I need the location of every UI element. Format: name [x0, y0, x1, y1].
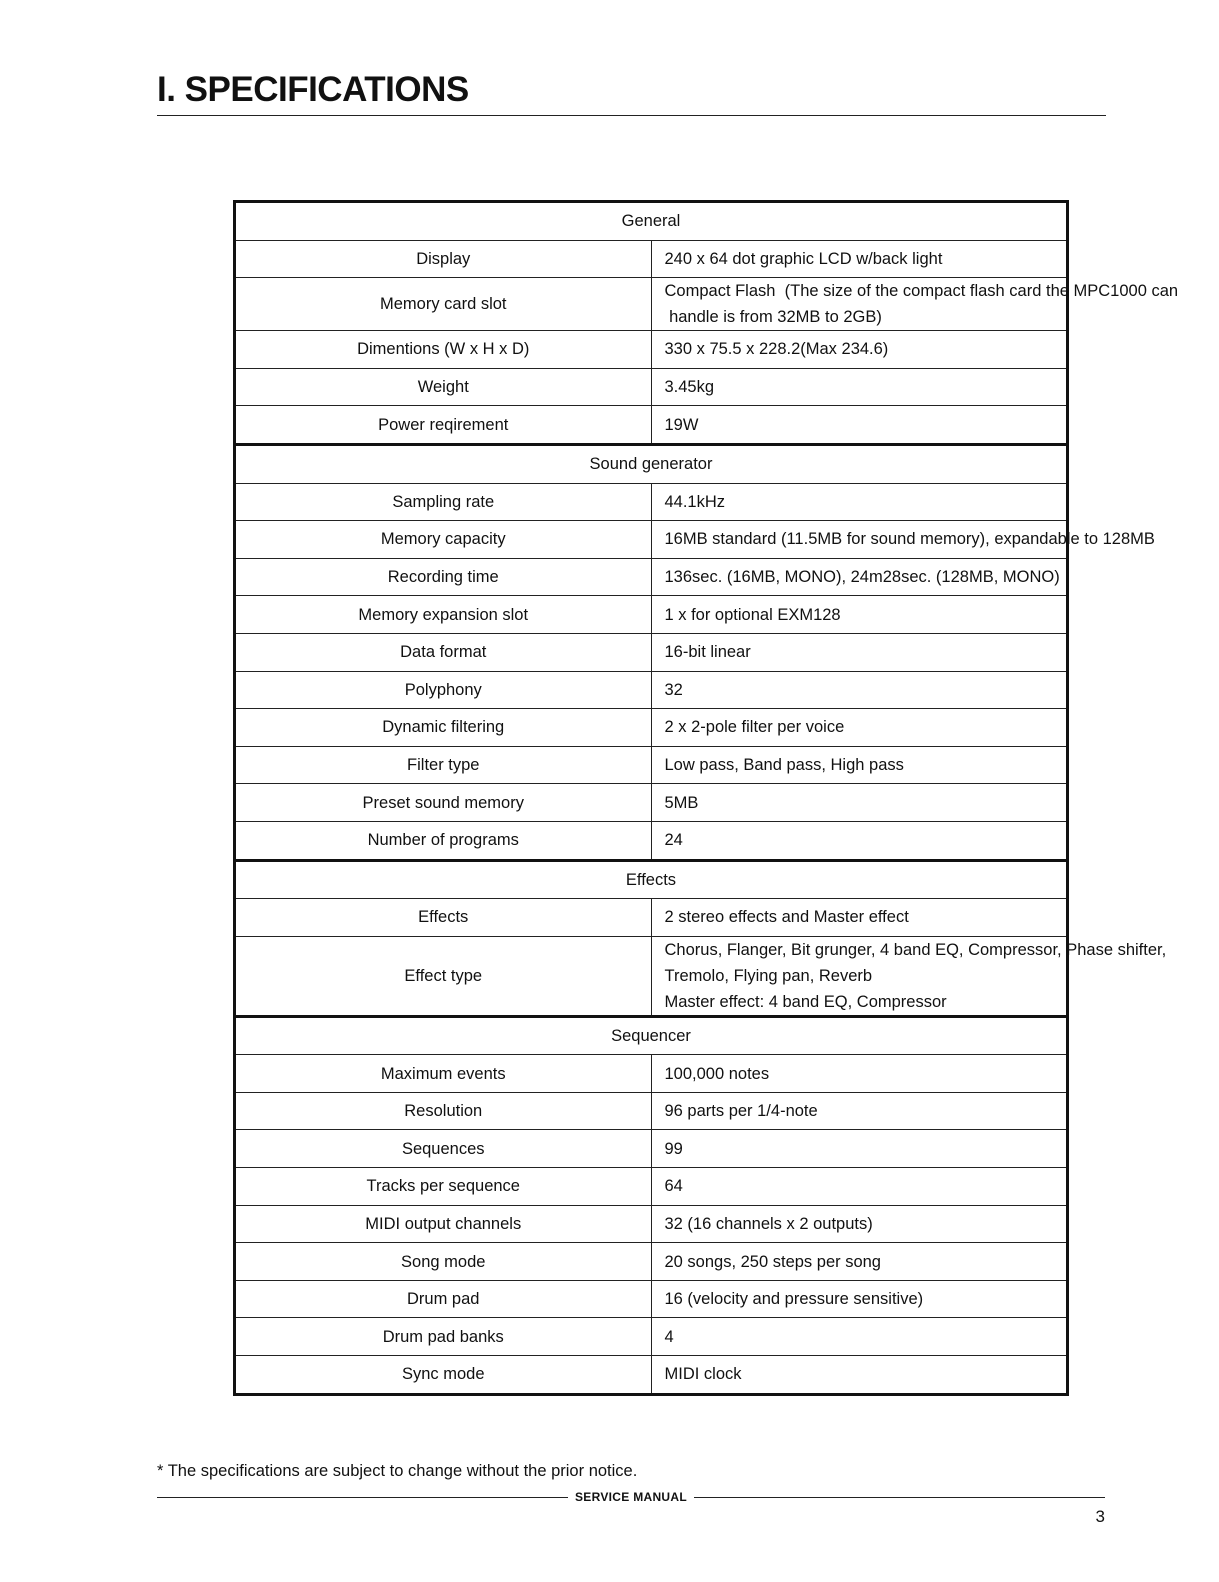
spec-label: Sequences	[235, 1130, 652, 1168]
spec-value-line: 4	[664, 1327, 674, 1346]
spec-label: Display	[235, 240, 652, 278]
spec-value-line: 240 x 64 dot graphic LCD w/back light	[664, 249, 943, 268]
spec-row	[235, 240, 1068, 278]
spec-row	[235, 1168, 1068, 1206]
spec-row	[235, 596, 1068, 634]
spec-row	[235, 821, 1068, 860]
spec-value-line: 136sec. (16MB, MONO), 24m28sec. (128MB, MONO)	[664, 568, 1060, 587]
spec-label: Tracks per sequence	[235, 1168, 652, 1206]
spec-row	[235, 406, 1068, 445]
spec-value	[651, 558, 1068, 596]
spec-value	[651, 1092, 1068, 1130]
spec-row	[235, 558, 1068, 596]
spec-value-line: 5MB	[664, 793, 699, 812]
spec-value-line: 99	[664, 1139, 683, 1158]
spec-value-line: 3.45kg	[664, 378, 715, 397]
spec-value-line: MIDI clock	[664, 1365, 742, 1384]
spec-row	[235, 746, 1068, 784]
spec-label: Dimentions (W x H x D)	[235, 331, 652, 369]
spec-value	[651, 821, 1068, 860]
spec-value	[651, 936, 1167, 1016]
spec-label: Memory expansion slot	[235, 596, 652, 634]
spec-value	[651, 596, 1068, 634]
footer-divider-left	[157, 1497, 568, 1498]
spec-value	[651, 331, 1068, 369]
spec-value	[651, 1243, 1068, 1281]
spec-value	[651, 278, 1179, 331]
spec-value	[651, 521, 1155, 559]
spec-value-line: Chorus, Flanger, Bit grunger, 4 band EQ, Compressor, Phase shifter,	[664, 940, 1167, 959]
spec-value-line: Tremolo, Flying pan, Reverb	[664, 966, 873, 985]
spec-label: Effects	[235, 899, 652, 937]
spec-value-line: 1 x for optional EXM128	[664, 605, 841, 624]
spec-label: MIDI output channels	[235, 1205, 652, 1243]
section-title: General	[235, 202, 1068, 241]
spec-value	[651, 1168, 1068, 1206]
spec-value-line: handle is from 32MB to 2GB)	[664, 308, 882, 327]
spec-value-line: 44.1kHz	[664, 492, 726, 511]
spec-row	[235, 633, 1068, 671]
spec-row	[235, 483, 1068, 521]
spec-label: Weight	[235, 368, 652, 406]
spec-label: Song mode	[235, 1243, 652, 1281]
spec-row	[235, 1055, 1068, 1093]
spec-value-line: 96 parts per 1/4-note	[664, 1102, 818, 1121]
spec-row	[235, 1318, 1068, 1356]
spec-label: Preset sound memory	[235, 784, 652, 822]
spec-value	[651, 671, 1068, 709]
section-header-row	[235, 444, 1068, 483]
spec-value	[651, 899, 1068, 937]
spec-value	[651, 240, 1068, 278]
spec-row	[235, 1243, 1068, 1281]
spec-label: Number of programs	[235, 821, 652, 860]
spec-row	[235, 1205, 1068, 1243]
spec-value-line: 24	[664, 831, 683, 850]
spec-label: Maximum events	[235, 1055, 652, 1093]
section-title: Sound generator	[235, 444, 1068, 483]
spec-value-line: Master effect: 4 band EQ, Compressor	[664, 992, 947, 1011]
spec-row	[235, 521, 1068, 559]
section-header-row	[235, 860, 1068, 899]
spec-value-line: Compact Flash (The size of the compact flash card the MPC1000 can	[664, 282, 1179, 301]
spec-row	[235, 899, 1068, 937]
spec-label: Power reqirement	[235, 406, 652, 445]
specifications-table	[233, 200, 1179, 1396]
spec-row	[235, 936, 1068, 1016]
spec-row	[235, 331, 1068, 369]
spec-label: Recording time	[235, 558, 652, 596]
spec-row	[235, 278, 1068, 331]
spec-label: Dynamic filtering	[235, 709, 652, 747]
spec-value-line: 32	[664, 680, 683, 699]
spec-value-line: 2 x 2-pole filter per voice	[664, 718, 845, 737]
spec-value-line: 2 stereo effects and Master effect	[664, 908, 909, 927]
spec-row	[235, 1130, 1068, 1168]
spec-value-line: 19W	[664, 415, 699, 434]
spec-label: Drum pad	[235, 1280, 652, 1318]
title-divider	[157, 115, 1106, 116]
spec-label: Memory capacity	[235, 521, 652, 559]
spec-value-line: Low pass, Band pass, High pass	[664, 756, 904, 775]
spec-value	[651, 368, 1068, 406]
spec-value	[651, 746, 1068, 784]
spec-value-line: 20 songs, 250 steps per song	[664, 1252, 881, 1271]
spec-label: Drum pad banks	[235, 1318, 652, 1356]
spec-row	[235, 1280, 1068, 1318]
spec-label: Polyphony	[235, 671, 652, 709]
spec-row	[235, 671, 1068, 709]
spec-value	[651, 1130, 1068, 1168]
page-title: I. SPECIFICATIONS	[157, 70, 469, 109]
spec-row	[235, 709, 1068, 747]
spec-label: Filter type	[235, 746, 652, 784]
footer-divider-right	[694, 1497, 1105, 1498]
spec-row	[235, 784, 1068, 822]
section-title: Effects	[235, 860, 1068, 899]
spec-row	[235, 1092, 1068, 1130]
spec-value-line: 64	[664, 1177, 683, 1196]
spec-value	[651, 1280, 1068, 1318]
spec-value	[651, 1318, 1068, 1356]
spec-value-line: 100,000 notes	[664, 1064, 770, 1083]
spec-value	[651, 784, 1068, 822]
footer-label: SERVICE MANUAL	[575, 1490, 687, 1504]
spec-value	[651, 406, 1068, 445]
section-header-row	[235, 1016, 1068, 1055]
spec-label: Data format	[235, 633, 652, 671]
section-title: Sequencer	[235, 1016, 1068, 1055]
footnote: * The specifications are subject to change without the prior notice.	[157, 1462, 638, 1480]
spec-value	[651, 633, 1068, 671]
spec-label: Resolution	[235, 1092, 652, 1130]
spec-row	[235, 368, 1068, 406]
spec-value-line: 16-bit linear	[664, 643, 751, 662]
spec-value	[651, 709, 1068, 747]
spec-value	[651, 1205, 1068, 1243]
spec-label: Sampling rate	[235, 483, 652, 521]
spec-row	[235, 1356, 1068, 1395]
spec-value-line: 16 (velocity and pressure sensitive)	[664, 1290, 924, 1309]
spec-value-line: 32 (16 channels x 2 outputs)	[664, 1214, 873, 1233]
spec-value	[651, 483, 1068, 521]
spec-value-line: 16MB standard (11.5MB for sound memory), expandable to 128MB	[664, 530, 1155, 549]
spec-value	[651, 1055, 1068, 1093]
spec-value	[651, 1356, 1068, 1395]
spec-label: Memory card slot	[235, 278, 652, 331]
spec-label: Effect type	[235, 936, 652, 1016]
spec-label: Sync mode	[235, 1356, 652, 1395]
section-header-row	[235, 202, 1068, 241]
page-number: 3	[1095, 1507, 1105, 1526]
spec-value-line: 330 x 75.5 x 228.2(Max 234.6)	[664, 340, 889, 359]
